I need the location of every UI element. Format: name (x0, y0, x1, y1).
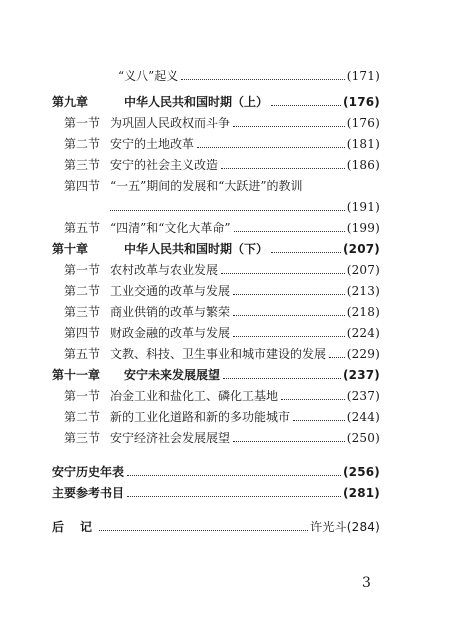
section-title: “四清”和“文化大革命” (110, 221, 231, 235)
section-page: (229) (346, 347, 380, 361)
leader-dots (221, 168, 345, 169)
chapter-page: (237) (342, 368, 380, 382)
leader-dots (127, 475, 341, 476)
leader-dots (271, 252, 341, 253)
section-label: 第三节 (64, 158, 101, 172)
section-label: 第五节 (64, 221, 101, 235)
leader-dots (110, 210, 345, 211)
appendix-title: 主要参考书目 (52, 486, 125, 500)
chapter-page: (176) (342, 95, 380, 109)
section-page: (237) (346, 389, 380, 403)
leader-dots (293, 420, 345, 421)
leader-dots (197, 147, 345, 148)
section-label: 第四节 (64, 179, 101, 193)
leader-dots (221, 273, 345, 274)
leader-dots (233, 315, 345, 316)
chapter-label: 第十章 (52, 242, 89, 256)
toc-chapter (52, 367, 380, 383)
chapter-label: 第十一章 (52, 368, 101, 382)
section-title: 工业交通的改革与发展 (110, 284, 231, 298)
section-page: (218) (346, 305, 380, 319)
leader-dots (99, 530, 308, 531)
toc-section (64, 178, 380, 194)
section-page: (176) (346, 116, 380, 130)
toc-section (64, 388, 380, 404)
toc-appendix (52, 485, 380, 501)
toc-section (64, 115, 380, 131)
section-page: (250) (346, 431, 380, 445)
chapter-page: (207) (342, 242, 380, 256)
toc-section (64, 157, 380, 173)
leader-dots (329, 357, 345, 358)
entry-page: (171) (346, 69, 380, 83)
toc-entry (118, 68, 380, 84)
toc-section (64, 136, 380, 152)
section-title: 财政金融的改革与发展 (110, 326, 231, 340)
section-label: 第一节 (64, 263, 101, 277)
toc-afterword (52, 519, 380, 535)
leader-dots (127, 496, 341, 497)
leader-dots (223, 378, 341, 379)
leader-dots (233, 126, 345, 127)
section-page: (199) (346, 221, 380, 235)
page-number: 3 (362, 575, 371, 591)
section-label: 第一节 (64, 116, 101, 130)
section-title: 安宁经济社会发展展望 (110, 431, 231, 445)
section-label: 第二节 (64, 137, 101, 151)
chapter-title: 安宁未来发展展望 (124, 368, 221, 382)
section-title: 安宁的社会主义改造 (110, 158, 219, 172)
leader-dots (233, 294, 345, 295)
section-label: 第三节 (64, 431, 101, 445)
section-page: (181) (346, 137, 380, 151)
section-title: “一五”期间的发展和“大跃进”的教训 (110, 179, 303, 193)
toc-section (64, 346, 380, 362)
section-label: 第三节 (64, 305, 101, 319)
section-page: (224) (346, 326, 380, 340)
section-page: (191) (346, 200, 380, 214)
leader-dots (233, 336, 345, 337)
toc-section (64, 430, 380, 446)
section-page: (207) (346, 263, 380, 277)
leader-dots (271, 105, 341, 106)
section-title: 文教、科技、卫生事业和城市建设的发展 (110, 347, 327, 361)
section-label: 第二节 (64, 284, 101, 298)
toc-appendix (52, 464, 380, 480)
toc-continuation (110, 199, 380, 215)
afterword-page: 许光斗(284) (310, 520, 380, 534)
afterword-title: 后 记 (52, 520, 95, 534)
toc-section (64, 220, 380, 236)
leader-dots (281, 399, 345, 400)
appendix-page: (256) (342, 465, 380, 479)
leader-dots (234, 231, 345, 232)
section-label: 第一节 (64, 389, 101, 403)
section-title: 安宁的土地改革 (110, 137, 195, 151)
section-title: 为巩固人民政权而斗争 (110, 116, 231, 130)
chapter-label: 第九章 (52, 95, 89, 109)
toc-section (64, 325, 380, 341)
toc-section (64, 304, 380, 320)
leader-dots (181, 79, 344, 80)
section-title: 新的工业化道路和新的多功能城市 (110, 410, 291, 424)
toc-chapter (52, 241, 380, 257)
entry-title: “义八”起义 (118, 69, 179, 83)
appendix-title: 安宁历史年表 (52, 465, 125, 479)
chapter-title: 中华人民共和国时期（下） (124, 242, 269, 256)
toc-section (64, 283, 380, 299)
toc-chapter (52, 94, 380, 110)
toc-section (64, 262, 380, 278)
section-title: 商业供销的改革与繁荣 (110, 305, 231, 319)
section-label: 第五节 (64, 347, 101, 361)
section-page: (213) (346, 284, 380, 298)
section-label: 第四节 (64, 326, 101, 340)
section-page: (244) (346, 410, 380, 424)
section-title: 农村改革与农业发展 (110, 263, 219, 277)
section-title: 冶金工业和盐化工、磷化工基地 (110, 389, 279, 403)
section-page: (186) (346, 158, 380, 172)
toc-section (64, 409, 380, 425)
chapter-title: 中华人民共和国时期（上） (124, 95, 269, 109)
appendix-page: (281) (342, 486, 380, 500)
section-label: 第二节 (64, 410, 101, 424)
leader-dots (233, 441, 345, 442)
